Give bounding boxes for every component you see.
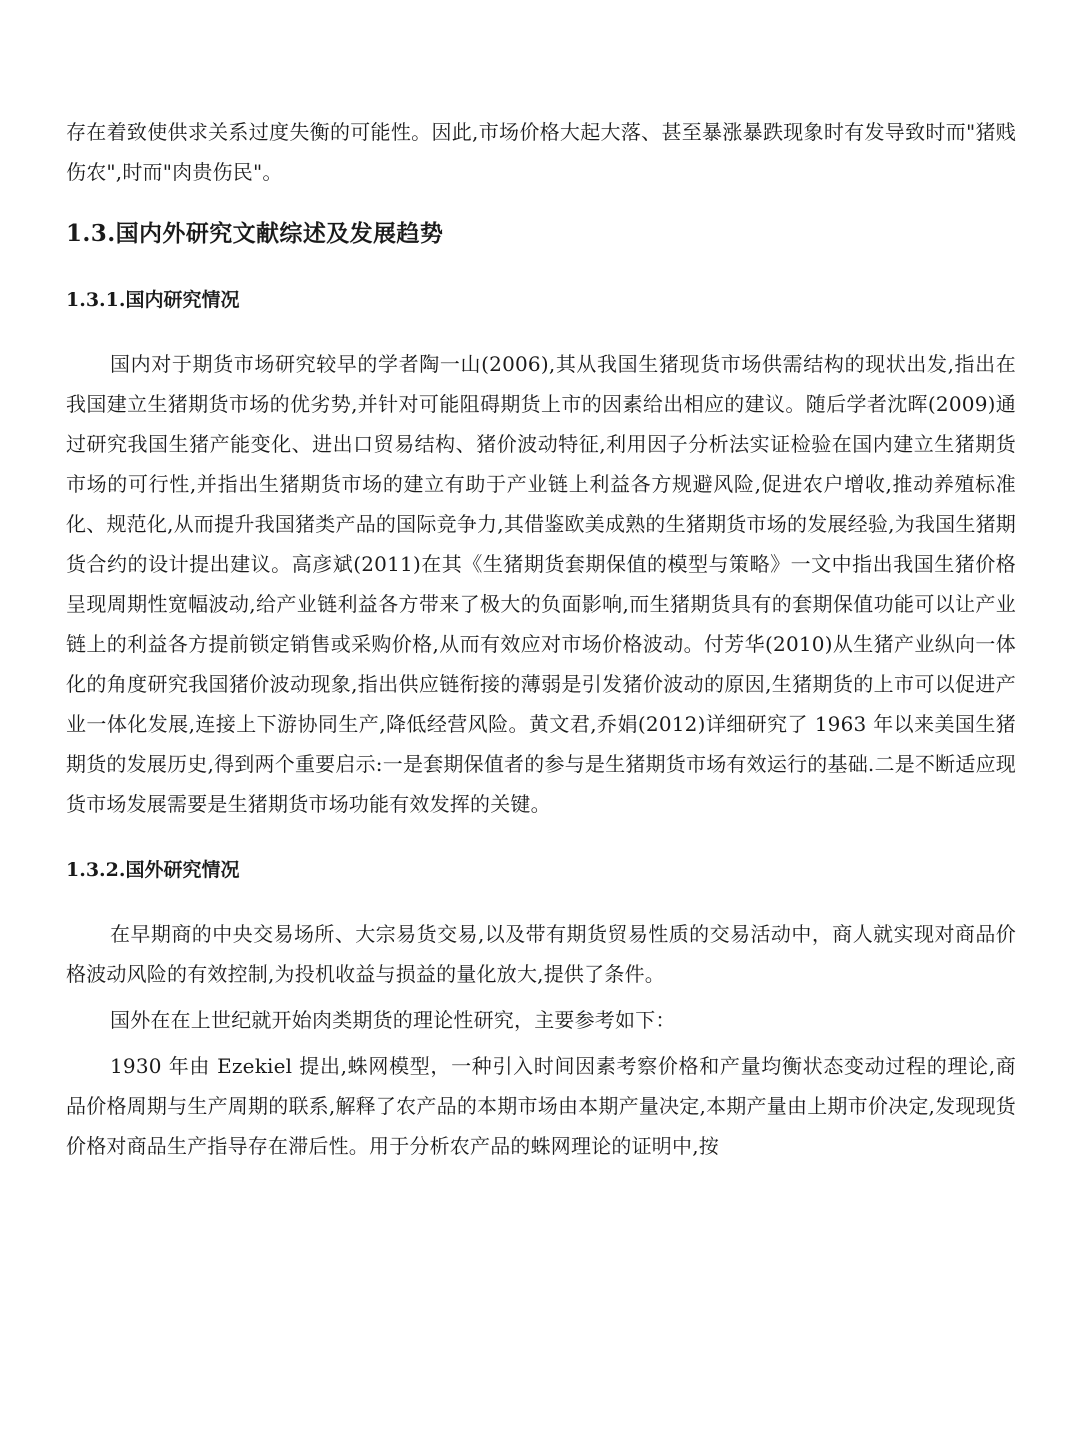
domestic-research-paragraph: 国内对于期货市场研究较早的学者陶一山(2006),其从我国生猪现货市场供需结构的现状出发,指出在我国建立生猪期货市场的优劣势,并针对可能阻碍期货上市的因素给出相应的建议。随后学者沈晖(2009)通过研究我国生猪产能变化、进出口贸易结构、猪价波动特征,利用因子分析法实证检验在国内建立生猪期货市场的可行性,并指出生猪期货市场的建立有助于产业链上利益各方规避风险,促进农户增收,推动养殖标准化、规范化,从而提升我国猪类产品的国际竞争力,其借鉴欧美成熟的生猪期货市场的发展经验,为我国生猪期货合约的设计提出建议。高彦斌(2011)在其《生猪期货套期保值的模型与策略》一文中指出我国生猪价格呈现周期性宽幅波动,给产业链利益各方带来了极大的负面影响,而生猪期货具有的套期保值功能可以让产业链上的利益各方提前锁定销售或采购价格,从而有效应对市场价格波动。付芳华(2010)从生猪产业纵向一体化的角度研究我国猪价波动现象,指出供应链衔接的薄弱是引发猪价波动的原因,生猪期货的上市可以促进产业一体化发展,连接上下游协同生产,降低经营风险。黄文君,乔娟(2012)详细研究了 1963 年以来美国生猪期货的发展历史,得到两个重要启示:一是套期保值者的参与是生猪期货市场有效运行的基础.二是不断适应现货市场发展需要是生猪期货市场功能有效发挥的关键。	[66, 352, 1016, 816]
foreign-research-paragraph-1: 在早期商的中央交易场所、大宗易货交易,以及带有期货贸易性质的交易活动中，商人就实现对商品价格波动风险的有效控制,为投机收益与损益的量化放大,提供了条件。	[66, 922, 1016, 986]
foreign-research-paragraph-3: 1930 年由 Ezekiel 提出,蛛网模型，一种引入时间因素考察价格和产量均衡状态变动过程的理论,商品价格周期与生产周期的联系,解释了农产品的本期市场由本期产量决定,本期产量由上期市价决定,发现现货价格对商品生产指导存在滞后性。用于分析农产品的蛛网理论的证明中,按	[66, 1054, 1016, 1158]
foreign-research-paragraph-2: 国外在在上世纪就开始肉类期货的理论性研究，主要参考如下：	[110, 1008, 676, 1032]
intro-paragraph: 存在着致使供求关系过度失衡的可能性。因此,市场价格大起大落、甚至暴涨暴跌现象时有发导致时而"猪贱伤农",时而"肉贵伤民"。	[66, 120, 1016, 184]
subsection-foreign-heading: 1.3.2.国外研究情况	[66, 859, 240, 881]
document-page	[66, 112, 1016, 1166]
section-heading: 1.3.国内外研究文献综述及发展趋势	[66, 220, 444, 247]
subsection-domestic-heading: 1.3.1.国内研究情况	[66, 289, 240, 311]
